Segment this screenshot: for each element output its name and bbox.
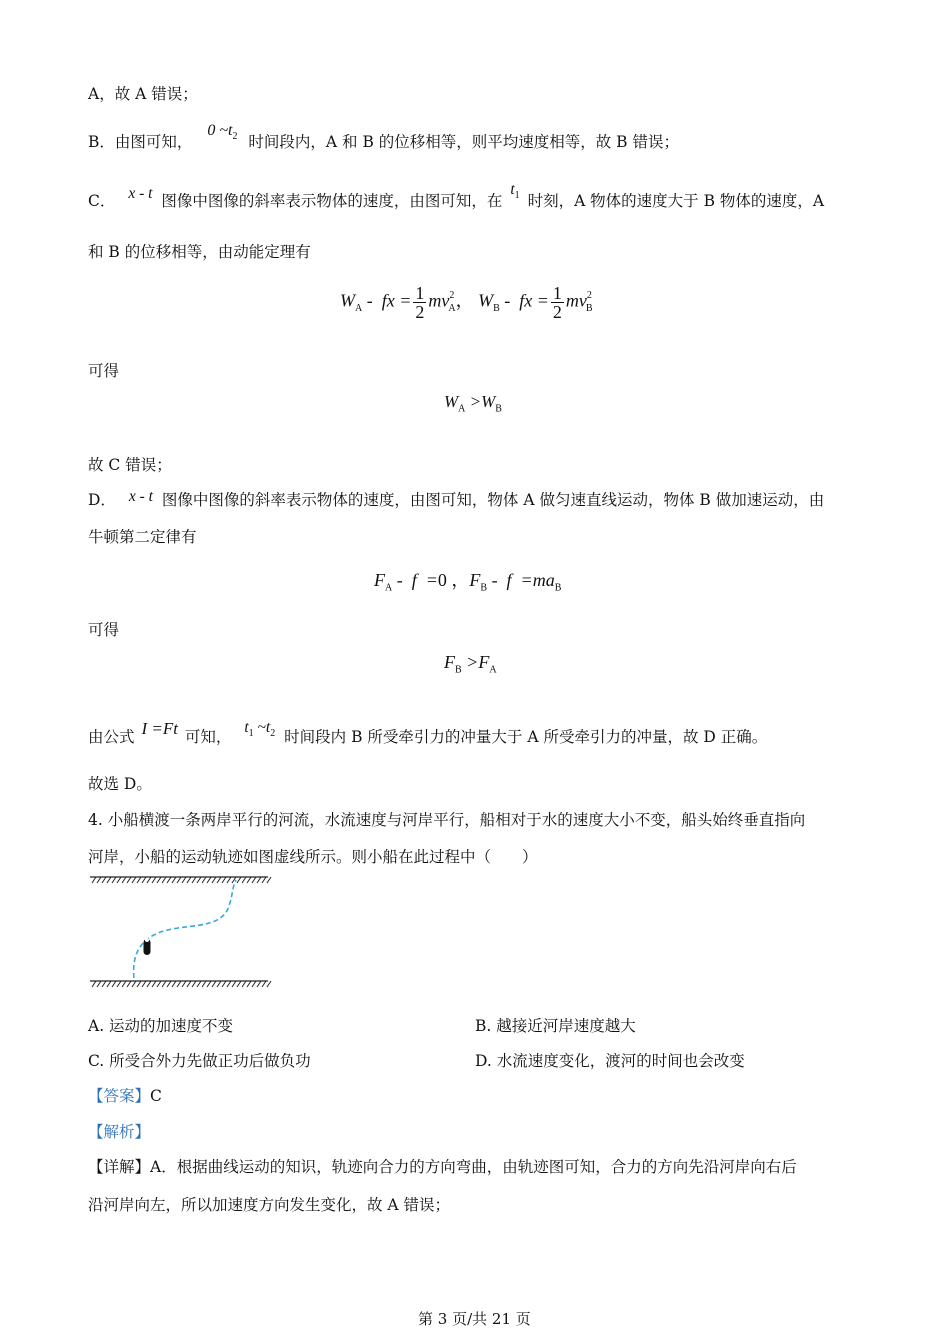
bank-hatch: [252, 877, 256, 883]
bank-hatch: [147, 877, 151, 883]
bank-hatch: [242, 877, 246, 883]
bank-hatch: [252, 981, 256, 987]
bank-hatch: [262, 981, 266, 987]
line-impulse: 由公式 I =Ft 可知， $t_1$ $\sim t_2$ 时间段内 B 所受牵引力的冲量大于 A 所受牵引力的冲量，故 D 正确。: [88, 719, 768, 746]
answer-value: C: [150, 1087, 162, 1105]
bank-hatch: [107, 981, 111, 987]
line-d-cont: 牛顿第二定律有: [88, 528, 197, 546]
bank-hatch: [107, 877, 111, 883]
bank-hatch: [132, 981, 136, 987]
line-b: B．由图可知， 0 $\sim t_2$ 时间段内，A 和 B 的位移相等，则平均速度相等，故 B 错误；: [88, 122, 680, 151]
bank-hatch: [267, 877, 271, 883]
bank-hatch: [177, 981, 181, 987]
bank-hatch: [227, 877, 231, 883]
math-xt: x - t: [128, 185, 153, 202]
boat-trajectory: [134, 880, 236, 978]
bank-hatch: [222, 877, 226, 883]
boat-icon: [144, 938, 151, 955]
bank-hatch: [137, 877, 141, 883]
bank-hatch: [97, 877, 101, 883]
question-4-line-1: 4. 小船横渡一条两岸平行的河流，水流速度与河岸平行，船相对于水的速度大小不变，船头始终垂直指向: [88, 811, 806, 829]
line-a-wrong: A，故 A 错误；: [88, 85, 198, 103]
option-d: D. 水流速度变化，渡河的时间也会改变: [475, 1052, 745, 1070]
math-interval: 0 $\sim t_2$: [207, 122, 238, 143]
bank-hatch: [132, 877, 136, 883]
math-t1: $t_1$: [510, 181, 520, 202]
bank-hatch: [247, 877, 251, 883]
bank-hatch: [92, 877, 96, 883]
bank-hatch: [162, 877, 166, 883]
question-4-line-2: 河岸，小船的运动轨迹如图虚线所示。则小船在此过程中（ ）: [88, 848, 538, 866]
bank-hatch: [267, 981, 271, 987]
bank-hatch: [212, 981, 216, 987]
answer-tag: 【答案】: [88, 1087, 151, 1105]
line-c-wrong: 故 C 错误；: [88, 456, 172, 474]
bank-hatch: [157, 981, 161, 987]
bank-hatch: [137, 981, 141, 987]
math-interval-2: $t_1$ $\sim t_2$: [244, 719, 276, 740]
page-footer: 第 3 页/共 21 页: [418, 1310, 531, 1328]
bank-hatch: [172, 877, 176, 883]
bank-hatch: [117, 877, 121, 883]
detail-line-2: 沿河岸向左，所以加速度方向发生变化，故 A 错误；: [88, 1196, 451, 1214]
math-xt-2: x - t: [128, 488, 153, 505]
bank-hatch: [142, 981, 146, 987]
bank-hatch: [172, 981, 176, 987]
bank-hatch: [97, 981, 101, 987]
line-result-1: 可得: [88, 362, 120, 380]
bank-hatch: [242, 981, 246, 987]
bank-hatch: [182, 877, 186, 883]
bank-hatch: [162, 981, 166, 987]
bank-hatch: [232, 981, 236, 987]
bank-hatch: [237, 981, 241, 987]
bank-hatch: [122, 877, 126, 883]
bank-hatch: [112, 981, 116, 987]
bank-hatch: [187, 981, 191, 987]
equation-fb-gt-fa: $F_B >F_A$: [444, 652, 497, 676]
bank-hatch: [257, 877, 261, 883]
bank-hatch: [212, 877, 216, 883]
bank-hatch: [262, 877, 266, 883]
option-c: C. 所受合外力先做正功后做负功: [88, 1052, 311, 1070]
equation-work-energy: $W_A$ - fx = $\frac{1}{2}$ $mv^2_A$， $W_B$ - fx = $\frac{1}{2}$ $mv^2_B$: [340, 283, 593, 322]
bank-hatch: [167, 981, 171, 987]
line-c: C． x - t 图像中图像的斜率表示物体的速度，由图可知，在 $t_1$ 时刻，A 物体的速度大于 B 物体的速度，A: [88, 181, 825, 210]
option-b: B. 越接近河岸速度越大: [475, 1017, 636, 1035]
bank-hatch: [102, 981, 106, 987]
bank-hatch: [152, 981, 156, 987]
bank-hatch: [177, 877, 181, 883]
bank-hatch: [157, 877, 161, 883]
bank-hatch: [207, 877, 211, 883]
bank-hatch: [222, 981, 226, 987]
bank-hatch: [192, 877, 196, 883]
bank-hatch: [237, 877, 241, 883]
detail-line-1: 【详解】A．根据曲线运动的知识，轨迹向合力的方向弯曲，由轨迹图可知，合力的方向先沿河岸向右后: [88, 1158, 797, 1176]
bank-hatch: [127, 981, 131, 987]
math-impulse: I =Ft: [141, 719, 178, 738]
bank-hatch: [117, 981, 121, 987]
equation-wa-gt-wb: $W_A >W_B$: [444, 392, 502, 415]
bank-hatch: [122, 981, 126, 987]
bank-hatch: [257, 981, 261, 987]
bank-hatch: [127, 877, 131, 883]
option-a: A. 运动的加速度不变: [88, 1017, 234, 1035]
bank-hatch: [217, 981, 221, 987]
bank-hatch: [147, 981, 151, 987]
line-c-cont: 和 B 的位移相等，由动能定理有: [88, 243, 311, 261]
bank-hatch: [112, 877, 116, 883]
bank-hatch: [202, 981, 206, 987]
analysis-tag: 【解析】: [88, 1123, 151, 1141]
bank-hatch: [207, 981, 211, 987]
bank-hatch: [187, 877, 191, 883]
bank-hatch: [92, 981, 96, 987]
bank-hatch: [247, 981, 251, 987]
bank-hatch: [202, 877, 206, 883]
bank-hatch: [167, 877, 171, 883]
bank-hatch: [152, 877, 156, 883]
bank-hatch: [217, 877, 221, 883]
line-d: D． x - t 图像中图像的斜率表示物体的速度，由图可知，物体 A 做匀速直线运动，物体 B 做加速运动，由: [88, 488, 825, 509]
bank-hatch: [102, 877, 106, 883]
equation-newton: $F_A - f =0$ ，$F_B - f =ma_B$: [374, 570, 562, 594]
bank-hatch: [197, 981, 201, 987]
line-choose-d: 故选 D。: [88, 775, 152, 793]
bank-hatch: [182, 981, 186, 987]
line-result-2: 可得: [88, 621, 120, 639]
bank-hatch: [192, 981, 196, 987]
river-diagram: [86, 872, 276, 990]
bank-hatch: [197, 877, 201, 883]
bank-hatch: [142, 877, 146, 883]
bank-hatch: [227, 981, 231, 987]
answer-line: [88, 1084, 162, 1106]
